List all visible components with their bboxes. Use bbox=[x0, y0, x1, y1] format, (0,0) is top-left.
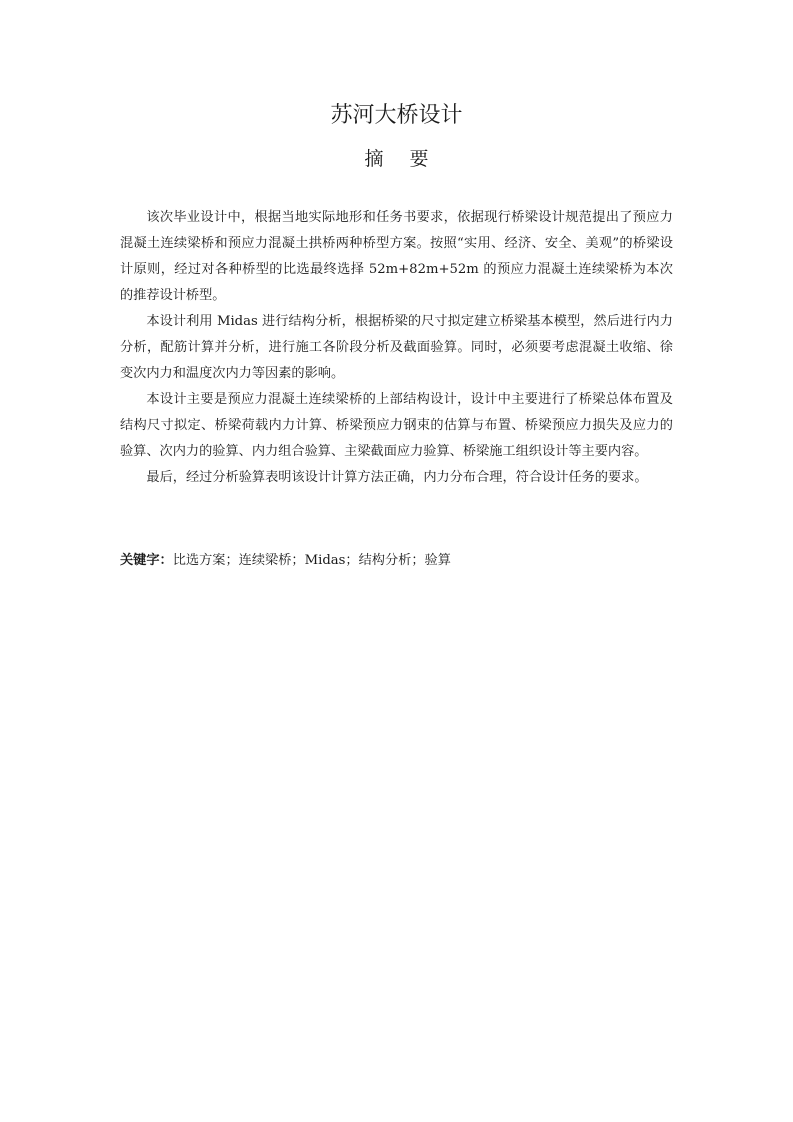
document-title: 苏河大桥设计 bbox=[330, 103, 463, 128]
abstract-paragraph-1: 该次毕业设计中，根据当地实际地形和任务书要求，依据现行桥梁设计规范提出了预应力混凝土连续梁桥和预应力混凝土拱桥两种桥型方案。按照“实用、经济、安全、美观”的桥梁设计原则，经过对各种桥型的比选最终选择 52m+82m+52m 的预应力混凝土连续梁桥为本次的推荐设计桥型。 bbox=[120, 210, 673, 303]
abstract-paragraph-3: 本设计主要是预应力混凝土连续梁桥的上部结构设计，设计中主要进行了桥梁总体布置及结构尺寸拟定、桥梁荷载内力计算、桥梁预应力钢束的估算与布置、桥梁预应力损失及应力的验算、次内力的验算、内力组合验算、主梁截面应力验算、桥梁施工组织设计等主要内容。 bbox=[120, 392, 673, 459]
keywords-line bbox=[120, 548, 673, 574]
abstract-body bbox=[120, 205, 673, 491]
abstract-paragraph-4: 最后，经过分析验算表明该设计计算方法正确，内力分布合理，符合设计任务的要求。 bbox=[146, 470, 648, 485]
keywords-label: 关键字： bbox=[120, 553, 173, 568]
abstract-paragraph-2: 本设计利用 Midas 进行结构分析，根据桥梁的尺寸拟定建立桥梁基本模型，然后进行内力分析，配筋计算并分析，进行施工各阶段分析及截面验算。同时，必须要考虑混凝土收缩、徐变次内力和温度次内力等因素的影响。 bbox=[120, 314, 673, 381]
abstract-heading: 摘 要 bbox=[364, 148, 439, 170]
keywords-text: 比选方案；连续梁桥；Midas；结构分析；验算 bbox=[172, 553, 451, 568]
